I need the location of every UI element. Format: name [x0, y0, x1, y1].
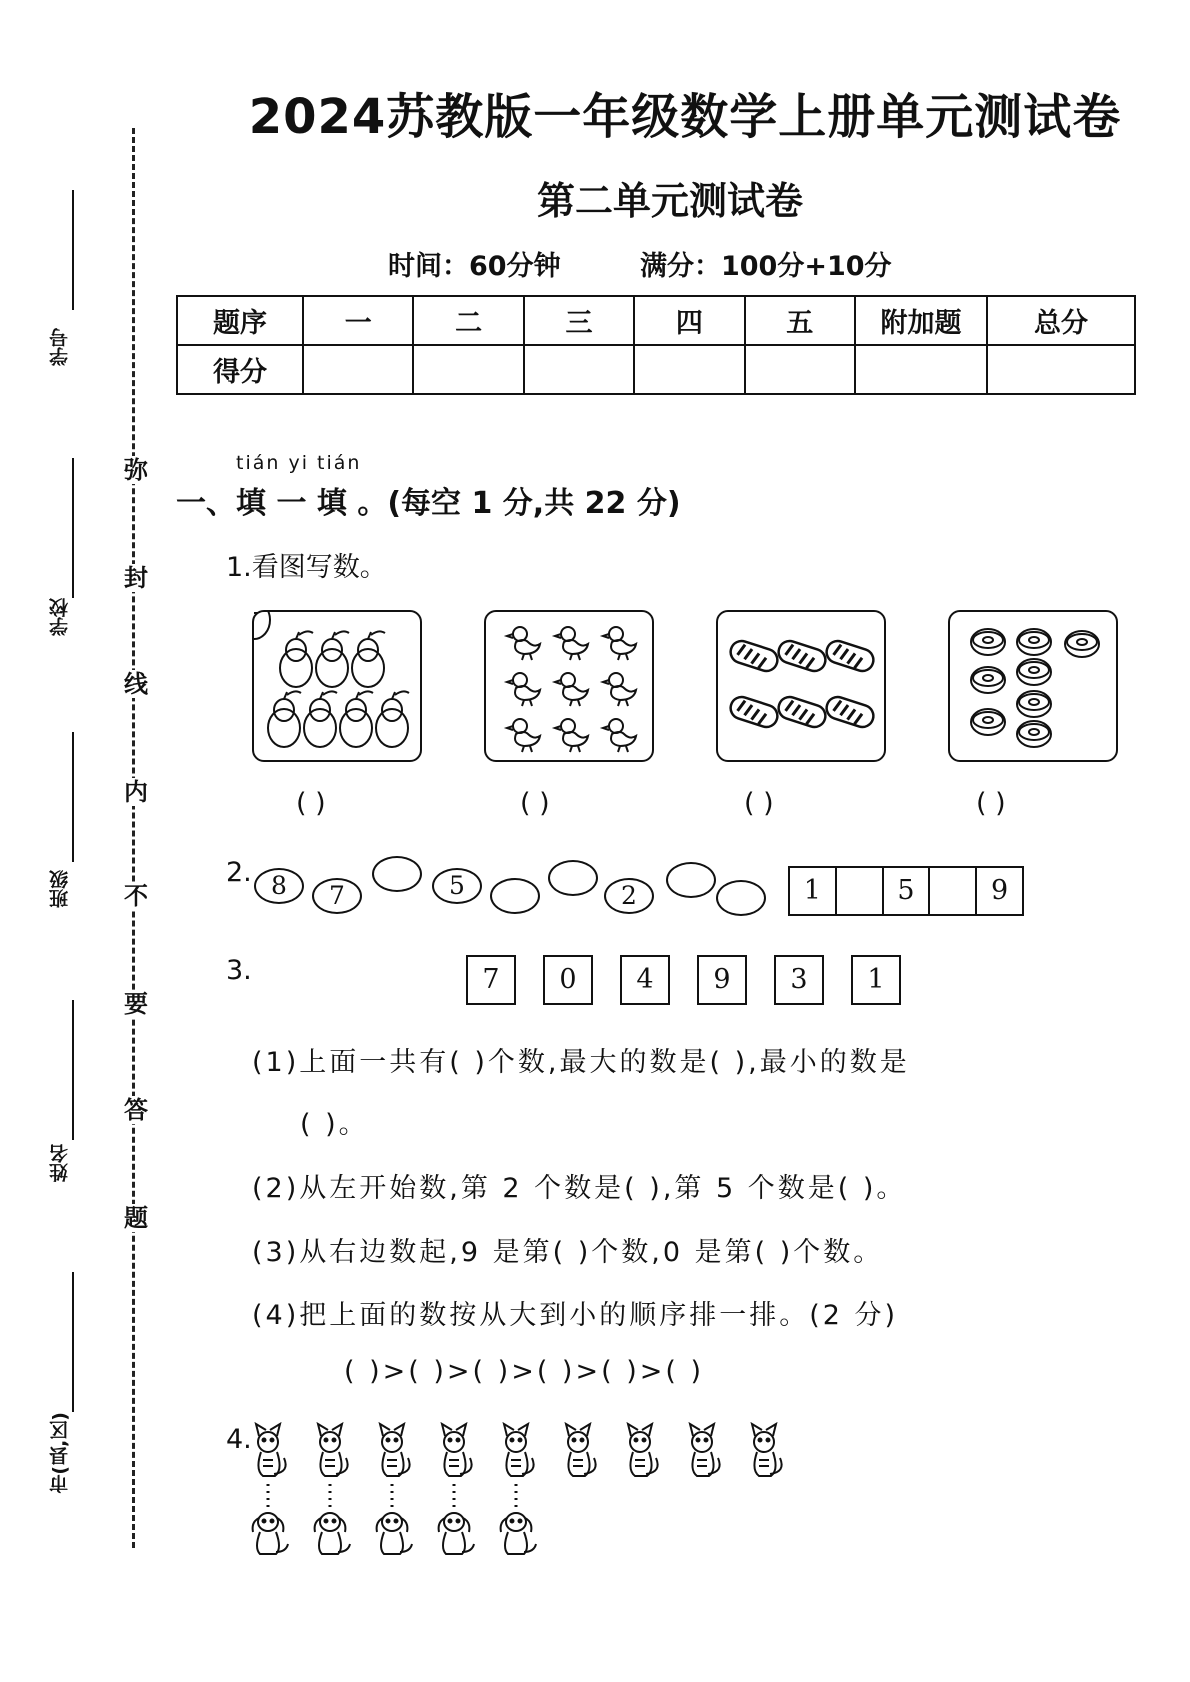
order-blanks[interactable]: ( )>( )>( )>( )>( )>( ): [344, 1356, 705, 1387]
sequence-cell[interactable]: [837, 868, 884, 914]
score-cell[interactable]: [855, 345, 987, 394]
number-oval[interactable]: [716, 880, 766, 916]
answer-blank[interactable]: ( ): [744, 788, 774, 819]
number-oval[interactable]: 8: [254, 868, 304, 904]
question-3-1-cont: ( )。: [300, 1109, 369, 1140]
page-subtitle: 第二单元测试卷: [536, 179, 803, 223]
question-3-label: 3.: [226, 955, 252, 986]
seal-char: 弥: [124, 456, 148, 484]
seal-char: 不: [124, 882, 148, 910]
cats-and-dogs: [248, 1420, 808, 1560]
field-label-name: 姓名: [49, 1144, 71, 1182]
field-label-school: 学校: [49, 598, 71, 636]
question-2-label: 2.: [226, 857, 252, 888]
answer-blank[interactable]: ( ): [520, 788, 550, 819]
score-header-cell: 二: [413, 296, 523, 345]
number-oval[interactable]: 5: [432, 868, 482, 904]
answer-blank[interactable]: ( ): [296, 788, 326, 819]
section-pinyin: tián yi tián: [236, 452, 362, 474]
donut-icon: [950, 612, 1116, 760]
pear-icon: [254, 612, 420, 760]
score-row-label: 得分: [177, 345, 303, 394]
score-header-cell: 总分: [987, 296, 1135, 345]
seal-char: 题: [124, 1204, 148, 1232]
question-3-2: (2)从左开始数,第 2 个数是( ),第 5 个数是( )。: [252, 1173, 907, 1204]
field-label-student-id: 学号: [49, 328, 71, 366]
field-line[interactable]: [72, 1000, 74, 1140]
number-oval[interactable]: [490, 878, 540, 914]
field-label-class: 班级: [49, 870, 71, 908]
number-card: 7: [466, 955, 516, 1005]
field-line[interactable]: [72, 458, 74, 598]
question-3-4: (4)把上面的数按从大到小的顺序排一排。(2 分): [252, 1300, 899, 1331]
score-header-cell: 三: [524, 296, 634, 345]
number-oval[interactable]: [548, 860, 598, 896]
match-dotted-lines: [268, 1484, 516, 1512]
score-cell[interactable]: [745, 345, 855, 394]
score-table-header-row: [177, 296, 1135, 345]
seal-char: 内: [124, 778, 148, 806]
sequence-cell[interactable]: [930, 868, 977, 914]
seal-char: 线: [124, 670, 148, 698]
bread-icon: [718, 612, 884, 760]
field-label-district: 市(县,区): [49, 1412, 71, 1494]
field-line[interactable]: [72, 1272, 74, 1412]
picture-donuts: [948, 610, 1118, 762]
number-card: 0: [543, 955, 593, 1005]
score-cell[interactable]: [303, 345, 413, 394]
number-card: 1: [851, 955, 901, 1005]
score-header-cell: 一: [303, 296, 413, 345]
page-title: 2024苏教版一年级数学上册单元测试卷: [248, 89, 1122, 145]
number-box-sequence: [788, 866, 1024, 916]
seal-char: 答: [124, 1096, 148, 1124]
score-table: [176, 295, 1136, 395]
question-3-1: (1)上面一共有( )个数,最大的数是( ),最小的数是: [252, 1047, 910, 1078]
exam-meta: [388, 244, 962, 283]
number-card: 4: [620, 955, 670, 1005]
question-3-3: (3)从右边数起,9 是第( )个数,0 是第( )个数。: [252, 1237, 884, 1268]
score-cell[interactable]: [524, 345, 634, 394]
number-oval[interactable]: 2: [604, 878, 654, 914]
number-oval[interactable]: 7: [312, 878, 362, 914]
picture-ducks: [484, 610, 654, 762]
question-4-label: 4.: [226, 1424, 252, 1455]
answer-blank[interactable]: ( ): [976, 788, 1006, 819]
seal-dotted-line: [132, 128, 139, 1548]
question-1-label: 1.看图写数。: [226, 552, 387, 583]
score-header-cell: 附加题: [855, 296, 987, 345]
number-card: 3: [774, 955, 824, 1005]
seal-char: 要: [124, 990, 148, 1018]
seal-char: 封: [124, 564, 148, 592]
number-oval[interactable]: [666, 862, 716, 898]
field-line[interactable]: [72, 732, 74, 862]
field-line[interactable]: [72, 190, 74, 310]
sequence-cell[interactable]: 5: [884, 868, 931, 914]
number-card: 9: [697, 955, 747, 1005]
sequence-cell[interactable]: 9: [990, 875, 1009, 906]
score-table-score-row: [177, 345, 1135, 394]
sequence-cell[interactable]: 1: [790, 868, 837, 914]
duck-icon: [486, 612, 652, 760]
exam-time: 时间：60分钟: [388, 251, 561, 282]
score-header-cell: 五: [745, 296, 855, 345]
picture-breads: [716, 610, 886, 762]
picture-pears: [252, 610, 422, 762]
score-cell[interactable]: [987, 345, 1135, 394]
score-header-cell: 四: [634, 296, 744, 345]
cat-icon: [256, 1424, 782, 1476]
dog-icon: [253, 1513, 536, 1554]
exam-full-score: 满分：100分+10分: [639, 251, 892, 282]
score-header-cell: 题序: [177, 296, 303, 345]
score-cell[interactable]: [634, 345, 744, 394]
score-cell[interactable]: [413, 345, 523, 394]
section-title: 一、填 一 填 。(每空 1 分,共 22 分): [176, 486, 681, 521]
number-oval[interactable]: [372, 856, 422, 892]
